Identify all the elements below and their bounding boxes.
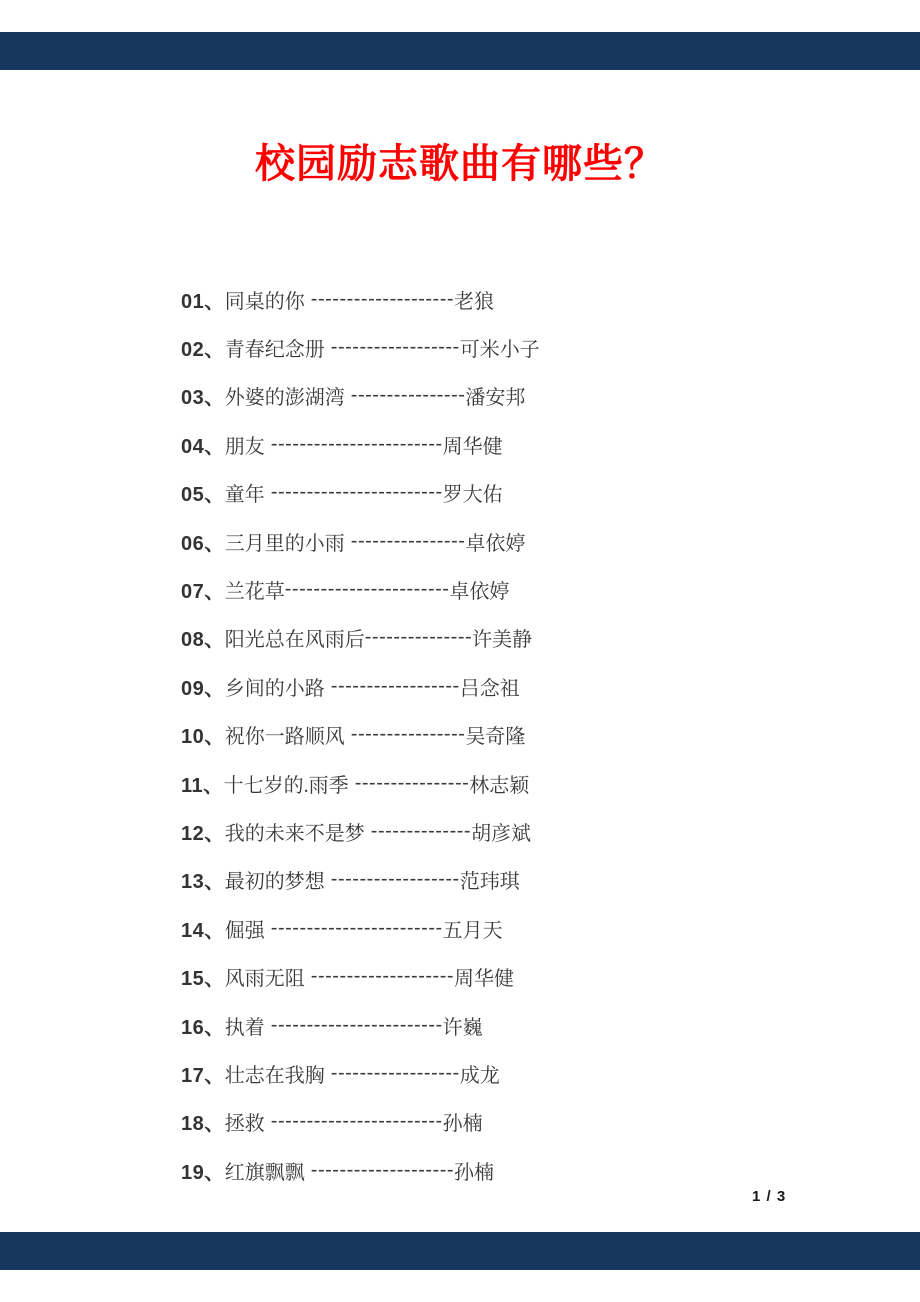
song-title: 三月里的小雨 — [224, 532, 345, 555]
song-artist: 周华健 — [442, 435, 503, 458]
song-list-item — [181, 1001, 880, 1049]
dash-leader: ------------------ — [324, 1061, 460, 1084]
dash-leader: -------------------- — [304, 965, 455, 988]
song-list-item — [181, 1098, 880, 1146]
song-number: 11、 — [181, 774, 224, 797]
song-number: 16、 — [181, 1016, 225, 1039]
song-artist: 五月天 — [442, 919, 503, 942]
dash-leader: ---------------- — [344, 723, 466, 746]
song-title: 红旗飘飘 — [224, 1161, 305, 1184]
song-number: 17、 — [181, 1064, 225, 1087]
song-artist: 胡彦斌 — [471, 822, 532, 845]
page-title: 校园励志歌曲有哪些？ — [255, 141, 665, 186]
dash-leader: -------------------- — [304, 1158, 455, 1181]
song-artist: 孙楠 — [454, 1161, 495, 1184]
song-title: 外婆的澎湖湾 — [224, 387, 345, 410]
bottom-accent-bar — [0, 1232, 920, 1270]
song-list-item — [181, 1049, 880, 1097]
dash-leader: -------------------- — [304, 287, 455, 310]
song-number: 01、 — [181, 290, 225, 313]
song-list-item — [181, 952, 880, 1000]
dash-leader: ---------------- — [348, 771, 470, 794]
song-artist: 潘安邦 — [465, 387, 526, 410]
song-artist: 吕念祖 — [459, 677, 520, 700]
song-artist: 老狼 — [454, 290, 495, 313]
song-artist: 成龙 — [459, 1064, 500, 1087]
song-artist: 许巍 — [442, 1016, 483, 1039]
song-number: 12、 — [181, 822, 225, 845]
song-title: 风雨无阻 — [224, 968, 305, 991]
song-list-item — [181, 323, 880, 371]
song-list-item — [181, 711, 880, 759]
song-list-item — [181, 420, 880, 468]
song-title: 拯救 — [224, 1113, 265, 1136]
song-artist: 周华健 — [454, 968, 515, 991]
dash-leader: ---------------- — [344, 529, 466, 552]
dash-leader: ------------------------ — [264, 916, 443, 939]
top-accent-bar — [0, 32, 920, 70]
song-number: 15、 — [181, 968, 225, 991]
song-number: 03、 — [181, 387, 225, 410]
dash-leader: ------------------ — [324, 674, 460, 697]
dash-leader: ------------------------ — [264, 432, 443, 455]
song-list-item — [181, 275, 880, 323]
song-title: 青春纪念册 — [224, 339, 325, 362]
song-list-item — [181, 614, 880, 662]
dash-leader: ----------------------- — [284, 578, 450, 601]
song-title: 阳光总在风雨后 — [224, 629, 365, 652]
song-title: 朋友 — [224, 435, 265, 458]
song-list-item — [181, 469, 880, 517]
song-number: 07、 — [181, 581, 225, 604]
page-number-indicator: 1 / 3 — [752, 1188, 787, 1205]
song-number: 08、 — [181, 629, 225, 652]
song-title: 祝你一路顺风 — [224, 726, 345, 749]
song-title: 倔强 — [224, 919, 265, 942]
dash-leader: ------------------------ — [264, 481, 443, 504]
song-list-item — [181, 759, 880, 807]
song-number: 13、 — [181, 871, 225, 894]
song-title: 壮志在我胸 — [224, 1064, 325, 1087]
song-artist: 范玮琪 — [459, 871, 520, 894]
dash-leader: -------------- — [364, 819, 472, 842]
song-number: 02、 — [181, 339, 225, 362]
song-list-item — [181, 372, 880, 420]
song-number: 05、 — [181, 484, 225, 507]
song-number: 10、 — [181, 726, 225, 749]
dash-leader: ------------------------ — [264, 1110, 443, 1133]
song-title: 最初的梦想 — [224, 871, 325, 894]
song-list — [181, 275, 880, 1194]
song-artist: 许美静 — [472, 629, 533, 652]
song-list-item — [181, 807, 880, 855]
song-number: 18、 — [181, 1113, 225, 1136]
song-list-item — [181, 517, 880, 565]
song-artist: 孙楠 — [442, 1113, 483, 1136]
song-title: 童年 — [224, 484, 265, 507]
dash-leader: ------------------ — [324, 336, 460, 359]
song-list-item — [181, 662, 880, 710]
song-artist: 卓依婷 — [465, 532, 526, 555]
song-title: 乡间的小路 — [224, 677, 325, 700]
song-list-item — [181, 856, 880, 904]
song-artist: 吴奇隆 — [465, 726, 526, 749]
song-title: 十七岁的.雨季 — [223, 774, 349, 797]
song-title: 我的未来不是梦 — [224, 822, 365, 845]
song-list-item — [181, 565, 880, 613]
dash-leader: --------------- — [364, 626, 473, 649]
song-artist: 林志颖 — [469, 774, 530, 797]
song-number: 14、 — [181, 919, 225, 942]
dash-leader: ------------------------ — [264, 1013, 443, 1036]
song-artist: 卓依婷 — [449, 581, 510, 604]
dash-leader: ---------------- — [344, 384, 466, 407]
song-title: 执着 — [224, 1016, 265, 1039]
song-number: 06、 — [181, 532, 225, 555]
song-number: 19、 — [181, 1161, 225, 1184]
song-list-item — [181, 904, 880, 952]
song-artist: 罗大佑 — [442, 484, 503, 507]
song-number: 04、 — [181, 435, 225, 458]
dash-leader: ------------------ — [324, 868, 460, 891]
song-artist: 可米小子 — [459, 339, 540, 362]
song-title: 兰花草 — [224, 581, 285, 604]
song-title: 同桌的你 — [224, 290, 305, 313]
song-number: 09、 — [181, 677, 225, 700]
